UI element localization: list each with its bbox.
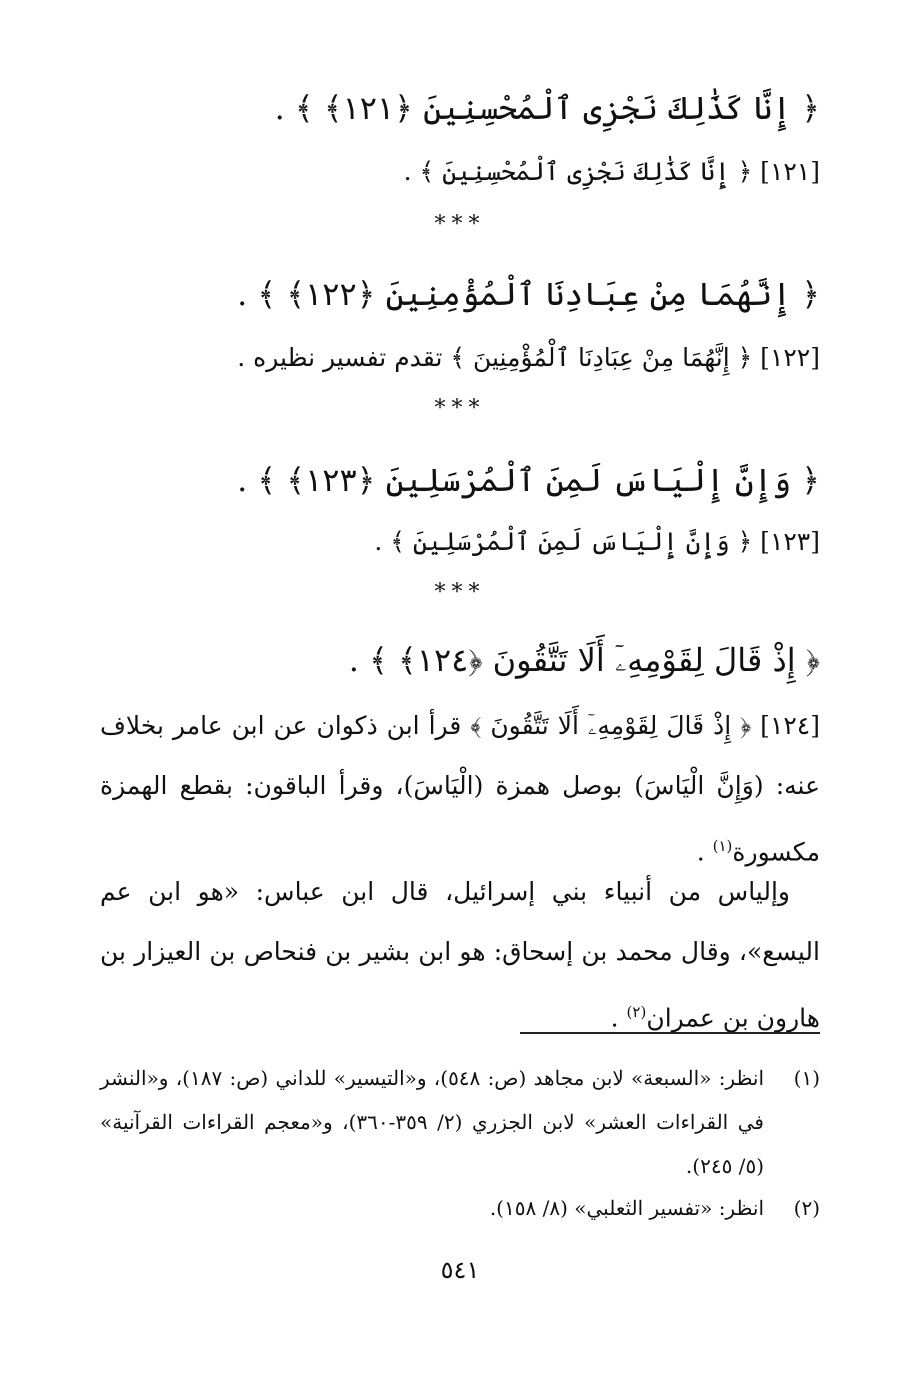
footnote-2 <box>100 1186 820 1230</box>
commentary-121: [١٢١] ﴿ إِنَّا كَذَٰلِكَ نَجْزِى ٱلْمُحْسِنِينَ ﴾ . <box>403 157 820 186</box>
page-number: ٥٤١ <box>440 1256 480 1284</box>
verse-121: ﴿ إِنَّا كَذَٰلِكَ نَجْزِى ٱلْمُحْسِنِينَ ﴿١٢١﴾ ﴾ . <box>274 89 820 127</box>
footnote-ref-1[interactable]: (١) <box>712 837 733 855</box>
footnote-text: انظر: «تفسير الثعلبي» (٨/ ١٥٨). <box>489 1196 764 1220</box>
ilyas-paragraph <box>100 862 820 1048</box>
verse-123: ﴿ وَإِنَّ إِلْيَاسَ لَمِنَ ٱلْمُرْسَلِينَ ﴿١٢٣﴾ ﴾ . <box>237 461 820 499</box>
footnote-number: (١) <box>793 1066 820 1090</box>
verse-124: ﴿ إِذْ قَالَ لِقَوْمِهِۦٓ أَلَا تَتَّقُونَ ﴿١٢٤﴾ ﴾ . <box>348 641 820 679</box>
separator: *** <box>434 396 486 421</box>
paragraph-end: . <box>610 1003 627 1033</box>
footnote-text: انظر: «السبعة» لابن مجاهد (ص: ٥٤٨)، و«التيسير» للداني (ص: ١٨٧)، و«النشر في القراءات العشر» لابن الجزري (٢/ ٣٥٩-٣٦٠)، و«معجم القراءات القرآنية» (٥/ ٢٤٥). <box>100 1066 764 1178</box>
commentary-122: [١٢٢] ﴿ إِنَّهُمَا مِنْ عِبَادِنَا ٱلْمُؤْمِنِينَ ﴾ تقدم تفسير نظيره . <box>237 343 820 372</box>
commentary-123: [١٢٣] ﴿ وَإِنَّ إِلْيَاسَ لَمِنَ ٱلْمُرْسَلِينَ ﴾ . <box>374 527 820 556</box>
verse-122: ﴿ إِنَّهُمَا مِنْ عِبَادِنَا ٱلْمُؤْمِنِينَ ﴿١٢٢﴾ ﴾ . <box>237 275 820 313</box>
commentary-124-paragraph <box>100 696 820 882</box>
paragraph-text: [١٢٤] ﴿ إِذْ قَالَ لِقَوْمِهِۦٓ أَلَا تَتَّقُونَ ﴾ قرأ ابن ذكوان عن ابن عامر بخلاف عنه: (وَإِنَّ الْيَاسَ) بوصل همزة (الْيَاسَ)، وقرأ الباقون: بقطع الهمزة مكسورة <box>100 711 820 867</box>
footnote-1 <box>100 1056 820 1188</box>
footnote-ref-2[interactable]: (٢) <box>626 1003 647 1021</box>
paragraph-text: وإلياس من أنبياء بني إسرائيل، قال ابن عباس: «هو ابن عم اليسع»، وقال محمد بن إسحاق: هو ابن بشير بن فنحاص بن العيزار بن هارون بن عمران <box>100 877 820 1033</box>
separator: *** <box>434 212 486 237</box>
footnote-divider <box>520 1032 820 1034</box>
paragraph-end: . <box>696 837 713 867</box>
separator: *** <box>434 580 486 605</box>
footnote-number: (٢) <box>793 1196 820 1220</box>
page <box>100 0 820 1377</box>
